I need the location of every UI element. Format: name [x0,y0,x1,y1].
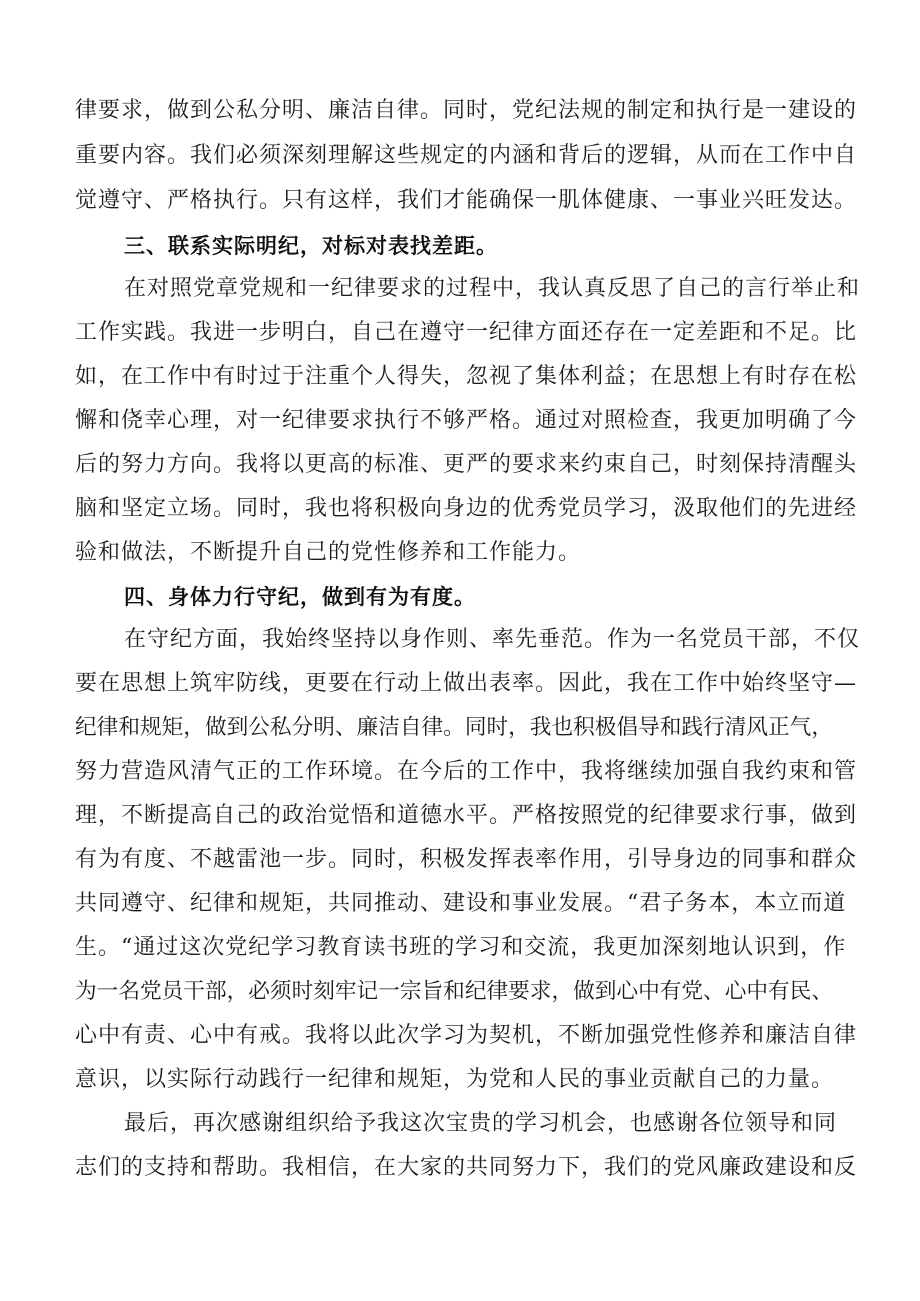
body-line: 心中有责、心中有戒。我将以此次学习为契机，不断加强党性修养和廉洁自律 [75,1023,858,1048]
body-line: 觉遵守、严格执行。只有这样，我们才能确保一肌体健康、一事业兴旺发达。 [75,188,858,213]
body-line: 重要内容。我们必须深刻理解这些规定的内涵和背后的逻辑，从而在工作中自 [75,143,858,168]
body-line: 律要求，做到公私分明、廉洁自律。同时，党纪法规的制定和执行是一建设的 [75,98,858,123]
body-line: 志们的支持和帮助。我相信，在大家的共同努力下，我们的党风廉政建设和反 [75,1155,858,1180]
body-line: 后的努力方向。我将以更高的标准、更严的要求来约束自己，时刻保持清醒头 [75,452,858,477]
section-heading-3: 三、联系实际明纪，对标对表找差距。 [124,234,498,258]
body-line: 为一名党员干部，必须时刻牢记一宗旨和纪律要求，做到心中有党、心中有民、 [75,979,833,1004]
body-line: 理，不断提高自己的政治觉悟和道德水平。严格按照党的纪律要求行事，做到 [75,803,858,828]
body-line: 脑和坚定立场。同时，我也将积极向身边的优秀党员学习，汲取他们的先进经 [75,496,858,521]
body-line: 意识，以实际行动践行一纪律和规矩，为党和人民的事业贡献自己的力量。 [75,1067,835,1092]
body-line: 努力营造风清气正的工作环境。在今后的工作中，我将继续加强自我约束和管 [75,759,858,784]
body-line: 工作实践。我进一步明白，自己在遵守一纪律方面还存在一定差距和不足。比 [75,320,858,345]
body-line: 在对照党章党规和一纪律要求的过程中，我认真反思了自己的言行举止和 [124,276,861,301]
body-line: 共同遵守、纪律和规矩，共同推动、建设和事业发展。“君子务本，本立而道 [75,891,847,916]
body-line: 生。“通过这次党纪学习教育读书班的学习和交流，我更加深刻地认识到，作 [75,935,847,960]
body-line: 在守纪方面，我始终坚持以身作则、率先垂范。作为一名党员干部，不仅 [124,627,861,652]
body-line: 有为有度、不越雷池一步。同时，积极发挥表率作用，引导身边的同事和群众 [75,847,858,872]
body-line: 最后，再次感谢组织给予我这次宝贵的学习机会，也感谢各位领导和同 [124,1111,838,1136]
section-heading-4: 四、身体力行守纪，做到有为有度。 [124,585,476,609]
body-line: 懈和侥幸心理，对一纪律要求执行不够严格。通过对照检查，我更加明确了今 [75,408,858,433]
body-line: 纪律和规矩，做到公私分明、廉洁自律。同时，我也积极倡导和践行清风正气， [75,715,833,740]
body-line: 要在思想上筑牢防线，更要在行动上做出表率。因此，我在工作中始终坚守— [75,671,858,696]
body-line: 验和做法，不断提升自己的党性修养和工作能力。 [75,540,582,565]
body-line: 如，在工作中有时过于注重个人得失，忽视了集体利益；在思想上有时存在松 [75,364,858,389]
